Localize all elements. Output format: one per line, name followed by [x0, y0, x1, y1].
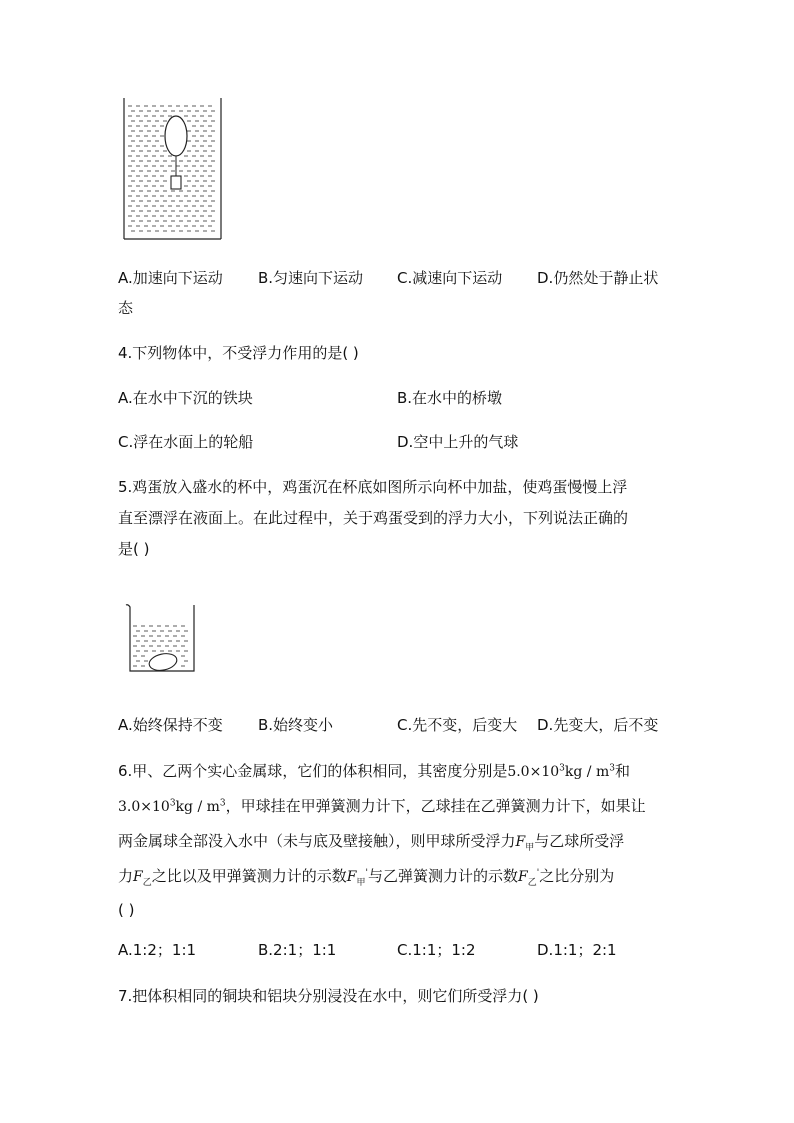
q5-option-c: C.先不变，后变大 [397, 716, 518, 734]
container-figure [118, 96, 228, 242]
balloon-shape [165, 116, 187, 156]
q6-option-a: A.1:2；1:1 [118, 941, 197, 959]
q6-stem-line-3: 两金属球全部没入水中（未与底及壁接触），则甲球所受浮力$F_甲$与乙球所受浮 [118, 832, 625, 853]
q4-option-b: B.在水中的桥墩 [397, 389, 503, 407]
q4-option-a: A.在水中下沉的铁块 [118, 389, 253, 407]
q5-stem-line-1: 5.鸡蛋放入盛水的杯中，鸡蛋沉在杯底如图所示向杯中加盐，使鸡蛋慢慢上浮 [118, 478, 628, 496]
q5-stem-line-3: 是( ) [118, 540, 150, 558]
q4-option-d: D.空中上升的气球 [397, 433, 519, 451]
q7-stem: 7.把体积相同的铜块和铝块分别浸没在水中，则它们所受浮力( ) [118, 987, 539, 1005]
q6-stem-line-5: ( ) [118, 901, 135, 919]
q3-option-c: C.减速向下运动 [397, 269, 503, 287]
q6-stem-line-2: $3.0\times 10^3kg / m^3$，甲球挂在甲弹簧测力计下，乙球挂在乙弹簧测力计下，如果让 [118, 797, 646, 815]
q6-option-d: D.1:1；2:1 [537, 941, 617, 959]
q6-density-1: 5.0×10 [507, 764, 560, 780]
q3-option-d-wrap: 态 [118, 299, 134, 317]
q3-option-a: A.加速向下运动 [118, 269, 223, 287]
q6-option-c: C.1:1；1:2 [397, 941, 476, 959]
q5-option-d: D.先变大，后不变 [537, 716, 659, 734]
q6-stem-line-1: 6.甲、乙两个实心金属球，它们的体积相同，其密度分别是$5.0\times 10^3kg / m^3$和 [118, 762, 630, 780]
q6-stem-line-4: 力$F_乙$之比以及甲弹簧测力计的示数$F_甲'$与乙弹簧测力计的示数$F_乙'$之比分别为 [118, 867, 615, 888]
q3-option-d: D.仍然处于静止状 [537, 269, 659, 287]
q6-option-b: B.2:1；1:1 [258, 941, 337, 959]
q3-option-b: B.匀速向下运动 [258, 269, 364, 287]
q4-option-c: C.浮在水面上的轮船 [118, 433, 254, 451]
q5-option-a: A.始终保持不变 [118, 716, 223, 734]
q5-option-b: B.始终变小 [258, 716, 334, 734]
q4-stem: 4.下列物体中，不受浮力作用的是( ) [118, 344, 359, 362]
q5-stem-line-2: 直至漂浮在液面上。在此过程中，关于鸡蛋受到的浮力大小，下列说法正确的 [118, 509, 629, 527]
q6-density-2: 3.0×10 [118, 799, 170, 815]
beaker-figure [124, 602, 200, 674]
block-shape [171, 176, 181, 189]
egg-shape [148, 651, 179, 672]
